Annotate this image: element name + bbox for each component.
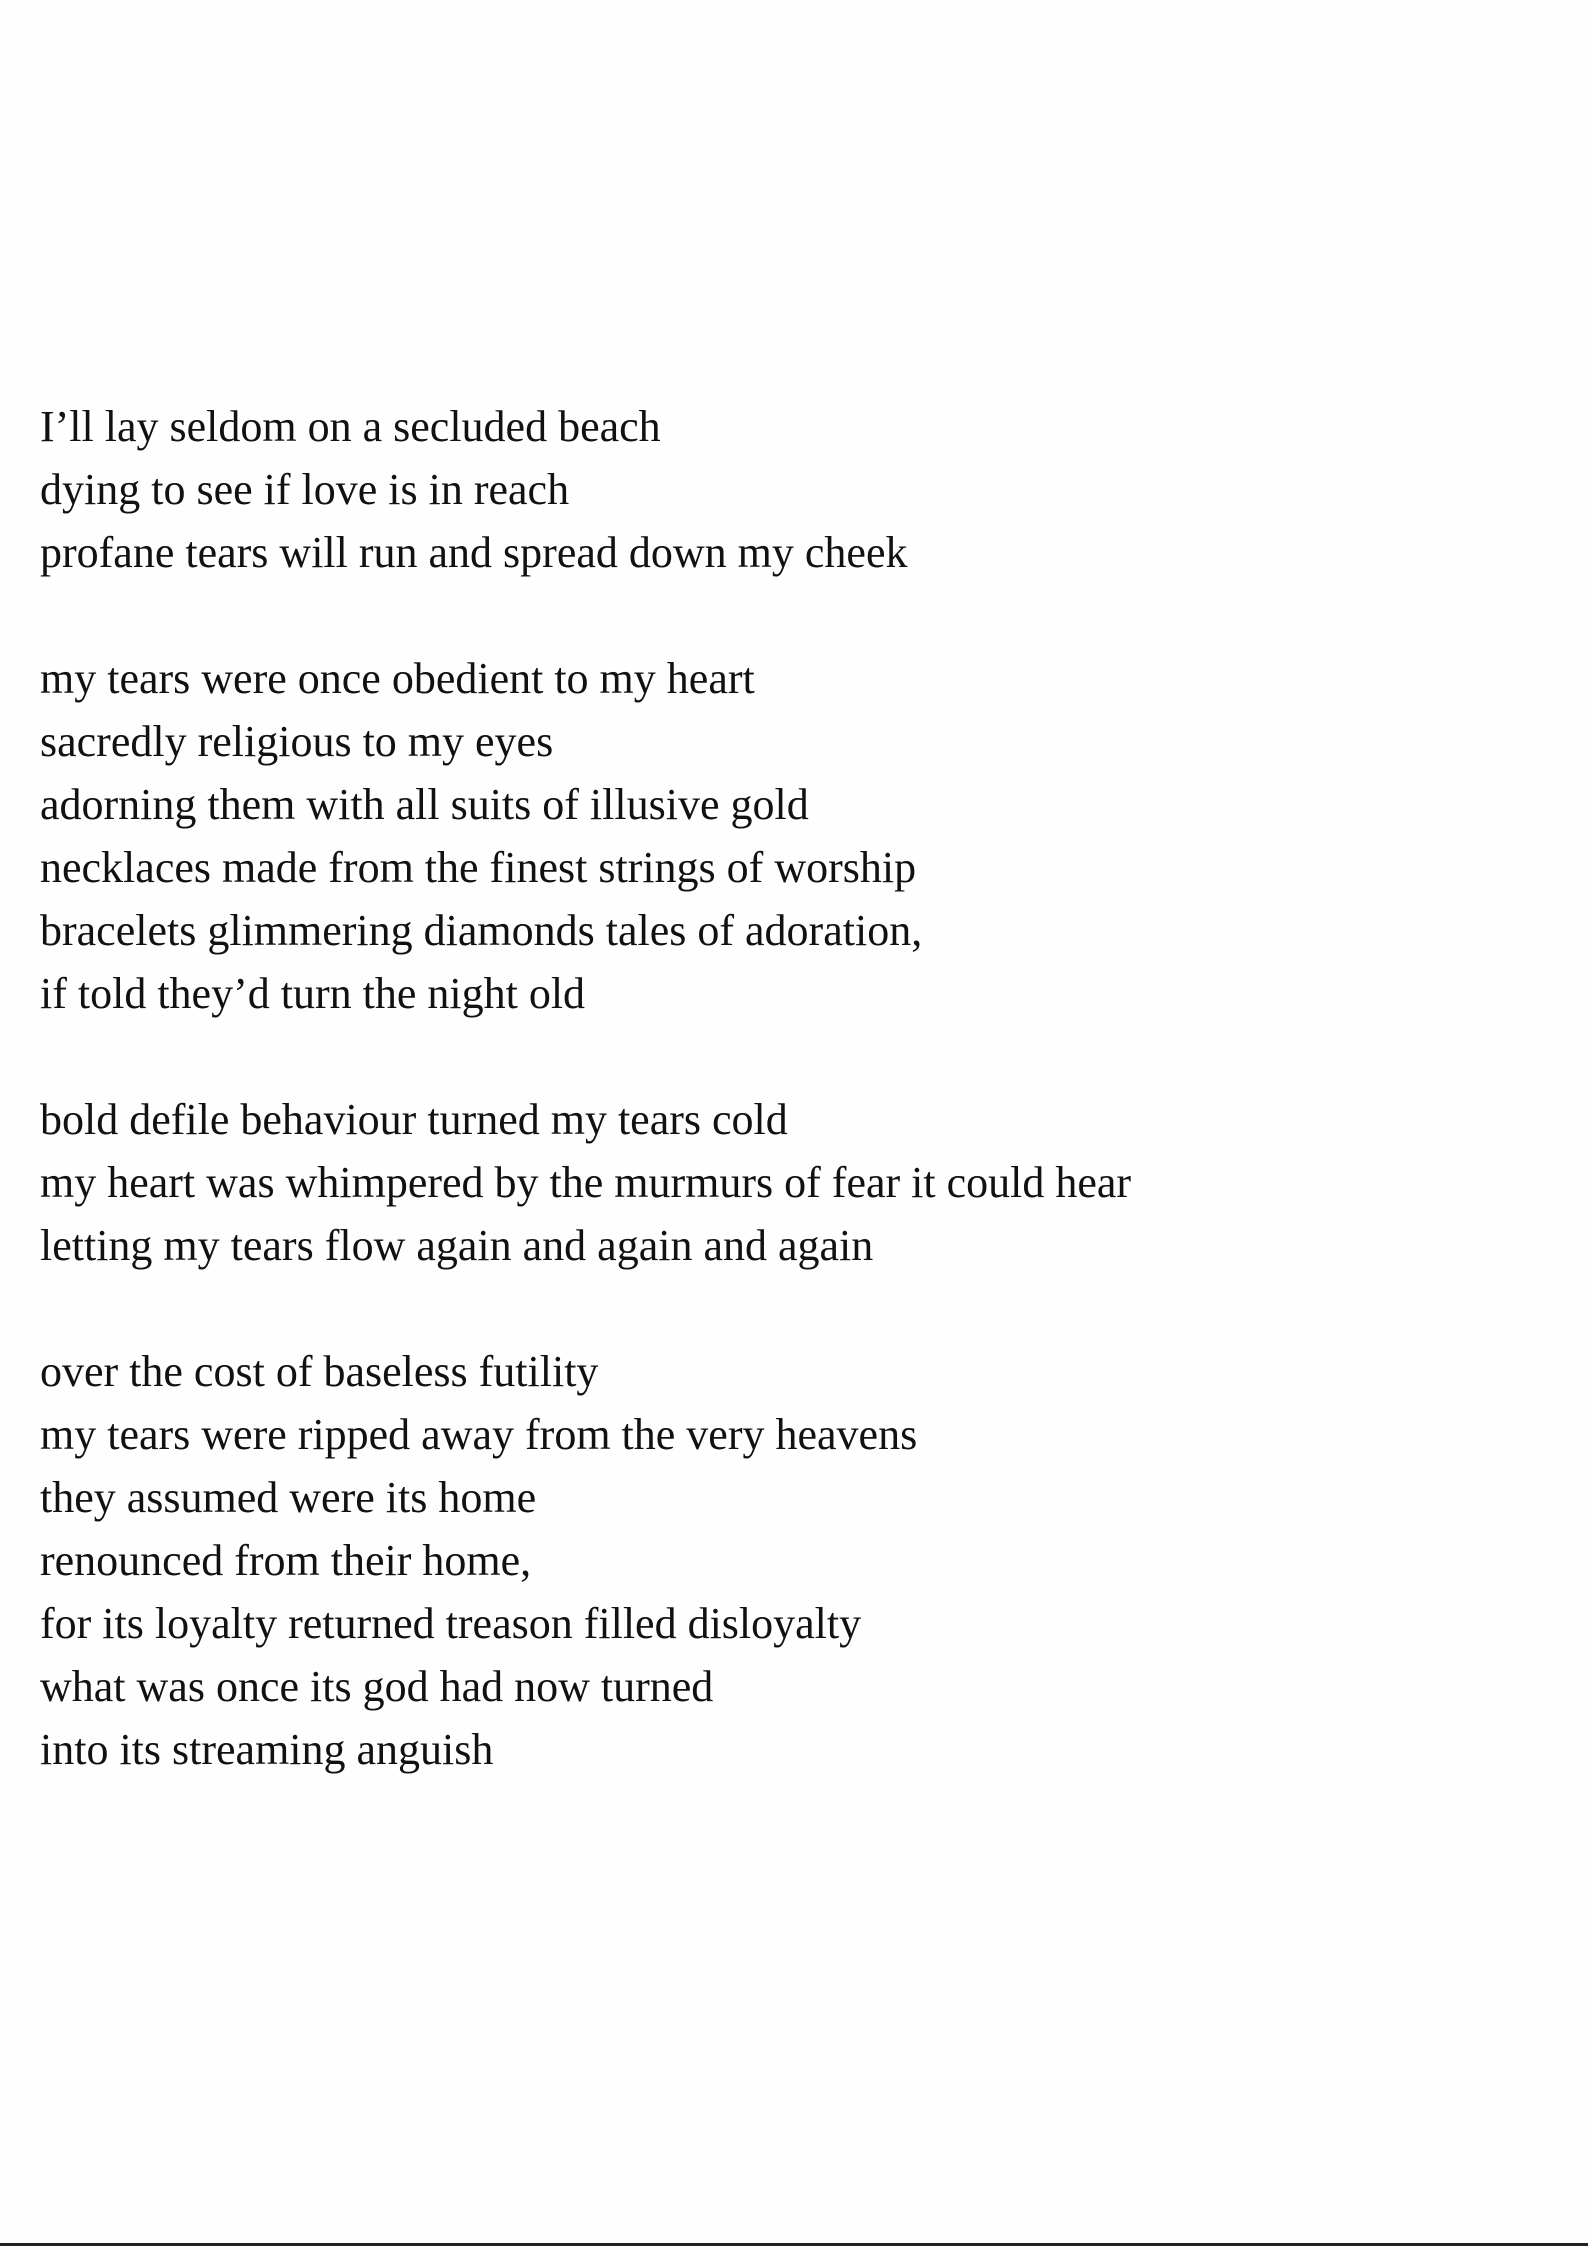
stanza-3 [40,1088,1540,1277]
poem-line: bracelets glimmering diamonds tales of adoration, [40,906,923,955]
poem-line: bold defile behaviour turned my tears cold [40,1095,788,1144]
poem-line: necklaces made from the finest strings of worship [40,843,917,892]
poem-line: renounced from their home, [40,1536,532,1585]
poem-line: over the cost of baseless futility [40,1347,599,1396]
poem-line: sacredly religious to my eyes [40,717,554,766]
poem-line: if told they’d turn the night old [40,969,586,1018]
poem-line: into its streaming anguish [40,1725,494,1774]
poem-line: I’ll lay seldom on a secluded beach [40,402,661,451]
poem [40,395,1540,1844]
stanza-4 [40,1340,1540,1781]
poem-line: dying to see if love is in reach [40,465,570,514]
poem-line: my heart was whimpered by the murmurs of fear it could hear [40,1158,1132,1207]
poem-line: letting my tears flow again and again and again [40,1221,874,1270]
poem-line: what was once its god had now turned [40,1662,714,1711]
poem-line: for its loyalty returned treason filled disloyalty [40,1599,862,1648]
poem-line: they assumed were its home [40,1473,537,1522]
poem-line: my tears were once obedient to my heart [40,654,755,703]
stanza-2 [40,647,1540,1025]
poem-line: profane tears will run and spread down my cheek [40,528,908,577]
stanza-1 [40,395,1540,584]
poem-line: my tears were ripped away from the very heavens [40,1410,918,1459]
poem-line: adorning them with all suits of illusive gold [40,780,809,829]
